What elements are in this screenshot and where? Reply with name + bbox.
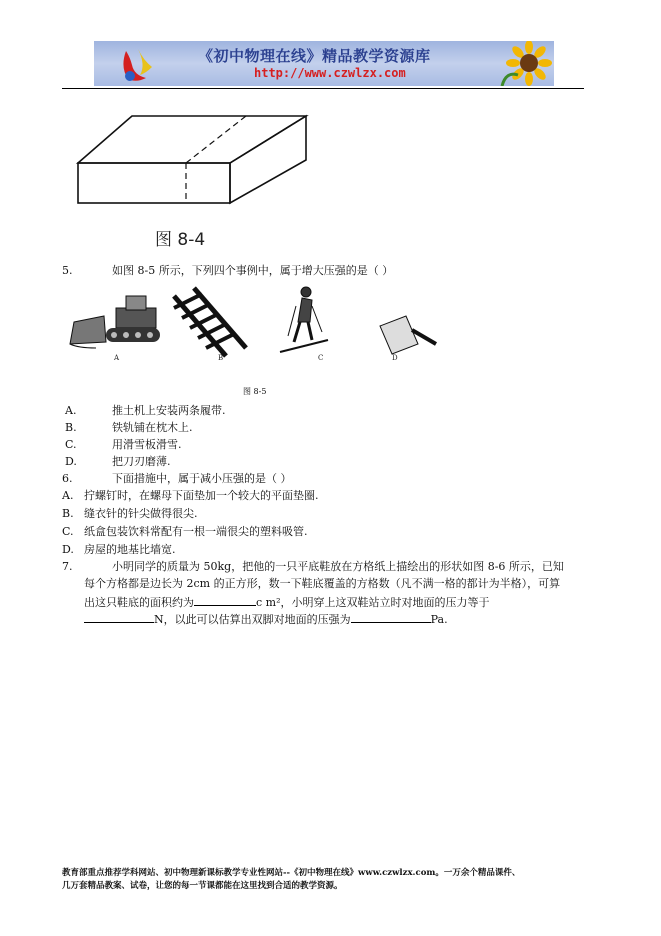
figure-8-4-caption: 图 8-4	[155, 230, 206, 250]
fig-8-5-label-a: A	[114, 354, 120, 360]
q6-option-a: 拧螺钉时，在螺母下面垫加一个较大的平面垫圈.	[84, 489, 319, 502]
header-rule	[62, 88, 584, 89]
q7-line-3-pre: 出这只鞋底的面积约为	[84, 596, 194, 609]
q6-option-d-letter: D.	[62, 543, 74, 556]
q6-option-d: 房屋的地基比墙宽.	[84, 543, 176, 556]
q7-line-4	[84, 611, 448, 627]
sunflower-icon	[494, 41, 554, 86]
railway-track-icon	[174, 288, 246, 356]
q6-number: 6.	[62, 472, 73, 485]
q7-line-3-post: ，小明穿上这双鞋站立时对地面的压力等于	[280, 596, 490, 609]
fig-8-5-label-b: B	[218, 354, 224, 360]
q6-option-c: 纸盒包装饮料常配有一根一端很尖的塑料吸管.	[84, 525, 308, 538]
footer-line-2: 几万套精品教案、试卷，让您的每一节课都能在这里找到合适的教学资源。	[62, 881, 343, 891]
q7-line-2: 每个方格都是边长为 2cm 的正方形，数一下鞋底覆盖的方格数（凡不满一格的都计为半格），可算	[84, 577, 561, 590]
q5-option-b: 铁轨铺在枕木上.	[112, 421, 193, 434]
q5-option-c-letter: C.	[65, 438, 77, 451]
figure-8-5-caption: 图 8-5	[243, 387, 267, 396]
q6-option-a-letter: A.	[62, 489, 74, 502]
q5-option-c: 用滑雪板滑雪.	[112, 438, 182, 451]
q6-option-b-letter: B.	[62, 507, 74, 520]
cleaver-icon	[380, 316, 436, 354]
q6-option-c-letter: C.	[62, 525, 74, 538]
q7-number: 7.	[62, 560, 73, 573]
q6-stem: 下面措施中，属于减小压强的是（ ）	[112, 472, 292, 485]
figure-8-5	[66, 282, 446, 360]
q7-pressure-blank[interactable]	[351, 611, 431, 623]
site-title: 《初中物理在线》精品教学资源库	[198, 47, 431, 65]
q5-option-b-letter: B.	[65, 421, 77, 434]
q7-pressure-unit: Pa.	[430, 613, 448, 626]
q7-line-1: 小明同学的质量为 50kg，把他的一只平底鞋放在方格纸上描绘出的形状如图 8-6 所示，已知	[112, 560, 564, 573]
q7-line-4-mid: N，以此可以估算出双脚对地面的压强为	[154, 613, 351, 626]
footer-line-1: 教育部重点推荐学科网站、初中物理新课标教学专业性网站--《初中物理在线》www.czwlzx.com。一万余个精品课件、	[62, 868, 521, 878]
skier-icon	[280, 287, 328, 352]
q7-area-blank[interactable]	[194, 594, 256, 606]
q5-option-d: 把刀刃磨薄.	[112, 455, 171, 468]
q5-stem: 如图 8-5 所示，下列四个事例中，属于增大压强的是（ ）	[112, 264, 394, 277]
q5-number: 5.	[62, 264, 73, 277]
header-banner	[94, 41, 554, 86]
fig-8-5-label-c: C	[318, 354, 324, 360]
q7-force-blank[interactable]	[84, 611, 154, 623]
q7-area-unit: c m²	[256, 596, 281, 609]
q5-option-a-letter: A.	[65, 404, 77, 417]
q6-option-b: 缝衣针的针尖做得很尖.	[84, 507, 198, 520]
q7-line-3	[84, 594, 490, 610]
q5-option-a: 推土机上安装两条履带.	[112, 404, 226, 417]
fig-8-5-label-d: D	[392, 354, 398, 360]
q5-option-d-letter: D.	[65, 455, 77, 468]
logo-icon	[116, 45, 158, 83]
figure-8-4-block	[70, 108, 310, 213]
bulldozer-icon	[70, 296, 160, 348]
site-url[interactable]: http://www.czwlzx.com	[254, 66, 406, 80]
